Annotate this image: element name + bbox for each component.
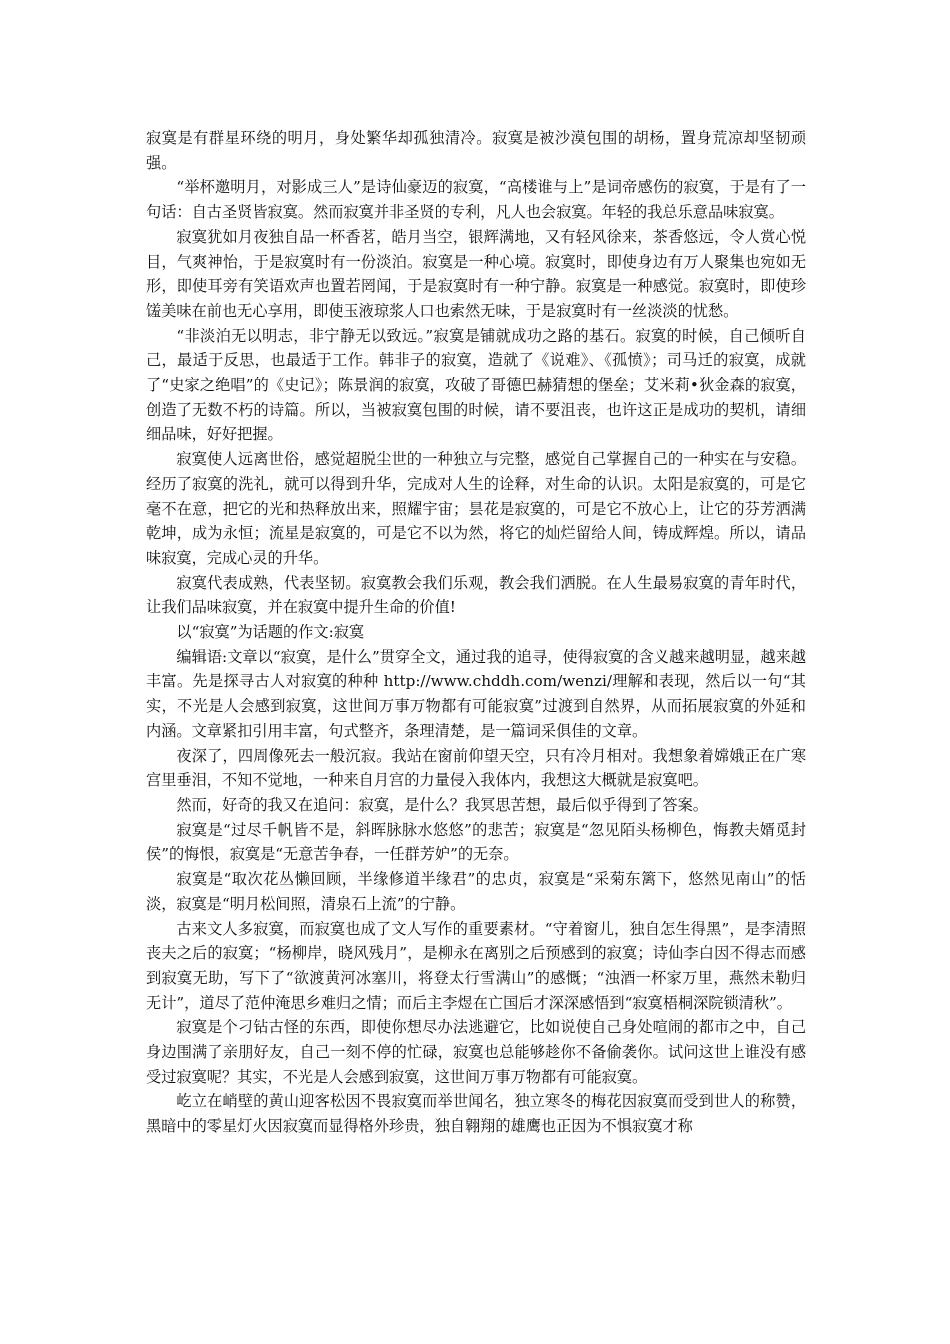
section-title: 以“寂寞”为话题的作文:寂寞	[176, 623, 365, 642]
paragraph: “非淡泊无以明志，非宁静无以致远。”寂寞是铺就成功之路的基石。寂寞的时候，自己倾听自己，最适于反思，也最适于工作。韩非子的寂寞，造就了《说难》、《孤愤》；司马迁的寂寞，成就了“史家之绝唱”的《史记》；陈景润的寂寞，攻破了哥德巴赫猜想的堡垒；艾米莉•狄金森的寂寞，创造了无数不朽的诗篇。所以，当被寂寞包围的时候，请不要沮丧，也许这正是成功的契机，请细细品味，好好把握。	[146, 326, 806, 444]
paragraph: 屹立在峭壁的黄山迎客松因不畏寂寞而举世闻名，独立寒冬的梅花因寂寞而受到世人的称赞，黑暗中的零星灯火因寂寞而显得格外珍贵，独自翱翔的雄鹰也正因为不惧寂寞才称	[146, 1092, 806, 1136]
paragraph: 寂寞是“过尽千帆皆不是，斜晖脉脉水悠悠”的悲苦；寂寞是“忽见陌头杨柳色，悔教夫婿觅封侯”的悔恨，寂寞是“无意苦争春，一任群芳妒”的无奈。	[146, 820, 806, 864]
paragraph: 寂寞犹如月夜独自品一杯香茗，皓月当空，银辉满地，又有轻风徐来，茶香悠远，令人赏心悦目，气爽神怡，于是寂寞时有一份淡泊。寂寞是一种心境。寂寞时，即使身边有万人聚集也宛如无形，即使耳旁有笑语欢声也置若罔闻，于是寂寞时有一种宁静。寂寞是一种感觉。寂寞时，即使珍馐美味在前也无心享用，即使玉液琼浆人口也索然无味，于是寂寞时有一丝淡淡的忧愁。	[146, 227, 806, 320]
paragraph: 古来文人多寂寞，而寂寞也成了文人写作的重要素材。“守着窗儿，独自怎生得黑”，是李清照丧夫之后的寂寞；“杨柳岸，晓风残月”，是柳永在离别之后预感到的寂寞；诗仙李白因不得志而感到寂寞无助，写下了“欲渡黄河冰塞川，将登太行雪满山”的感慨；“浊酒一杯家万里，燕然未勒归无计”，道尽了范仲淹思乡难归之情；而后主李煜在亡国后才深深感悟到“寂寞梧桐深院锁清秋”。	[146, 919, 806, 1012]
paragraph: 寂寞是“取次花丛懒回顾，半缘修道半缘君”的忠贞，寂寞是“采菊东篱下，悠然见南山”的恬淡，寂寞是“明月松间照，清泉石上流”的宁静。	[146, 870, 806, 913]
editor-note: 编辑语:文章以“寂寞，是什么”贯穿全文，通过我的追寻，使得寂寞的含义越来越明显，越来越丰富。先是探寻古人对寂寞的种种 http://www.chddh.com/wenzi/理解和表现，然后以一句“其实，不光是人会感到寂寞，这世间万事万物都有可能寂寞”过渡到自然界，从而拓展寂寞的外延和内涵。文章紧扣引用丰富，句式整齐，条理清楚，是一篇词采俱佳的文章。	[146, 647, 806, 740]
paragraph: 夜深了，四周像死去一般沉寂。我站在窗前仰望天空，只有冷月相对。我想象着嫦娥正在广寒宫里垂泪，不知不觉地，一种来自月宫的力量侵入我体内，我想这大概就是寂寞吧。	[146, 746, 806, 790]
document-body	[146, 126, 806, 1139]
paragraph: 然而，好奇的我又在追问：寂寞，是什么？我冥思苦想，最后似乎得到了答案。	[176, 795, 708, 814]
paragraph: 寂寞是个刁钻古怪的东西，即使你想尽办法逃避它，比如说使自己身处喧闹的都市之中，自己身边围满了亲朋好友，自己一刻不停的忙碌，寂寞也总能够趁你不备偷袭你。试问这世上谁没有感受过寂寞呢？其实，不光是人会感到寂寞，这世间万事万物都有可能寂寞。	[146, 1018, 806, 1086]
paragraph: 寂寞使人远离世俗，感觉超脱尘世的一种独立与完整，感觉自己掌握自己的一种实在与安稳。经历了寂寞的洗礼，就可以得到升华，完成对人生的诠释，对生命的认识。太阳是寂寞的，可是它毫不在意，把它的光和热释放出来，照耀宇宙；昙花是寂寞的，可是它不放心上，让它的芬芳洒满乾坤，成为永恒；流星是寂寞的，可是它不以为然，将它的灿烂留给人间，铸成辉煌。所以，请品味寂寞，完成心灵的升华。	[146, 450, 806, 567]
paragraph: 寂寞代表成熟，代表坚韧。寂寞教会我们乐观，教会我们洒脱。在人生最易寂寞的青年时代，让我们品味寂寞，并在寂寞中提升生命的价值!	[146, 573, 806, 617]
paragraph: “举杯邀明月，对影成三人”是诗仙豪迈的寂寞，“高楼谁与上”是词帝感伤的寂寞，于是有了一句话：自古圣贤皆寂寞。然而寂寞并非圣贤的专利，凡人也会寂寞。年轻的我总乐意品味寂寞。	[146, 178, 806, 222]
paragraph: 寂寞是有群星环绕的明月，身处繁华却孤独清冷。寂寞是被沙漠包围的胡杨，置身荒凉却坚韧顽强。	[146, 129, 806, 172]
